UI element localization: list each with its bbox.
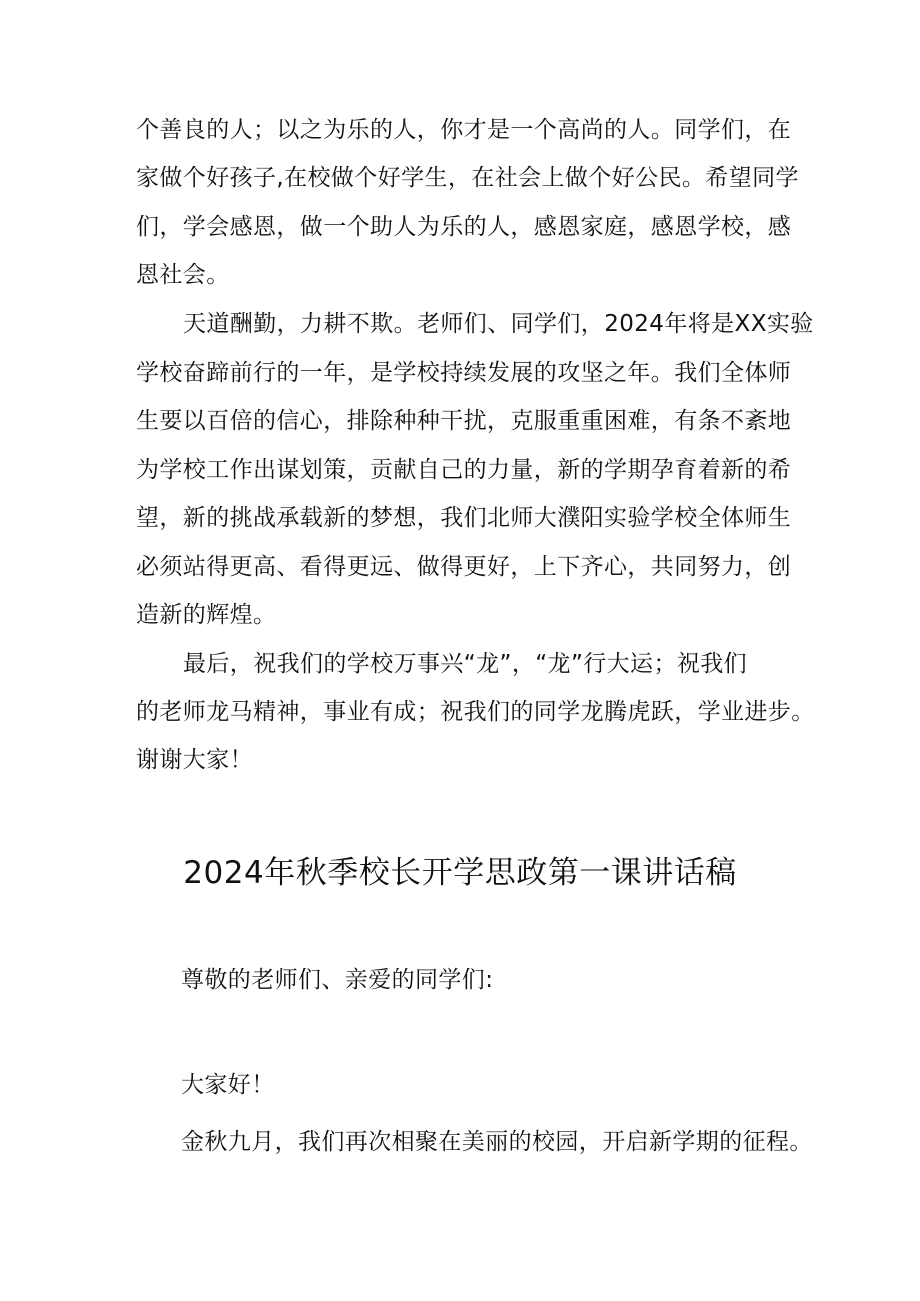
paragraph-3-line-3: 谢谢大家！ [136, 747, 253, 773]
paragraph-1-line-2: 家做个好孩子,在校做个好学生，在社会上做个好公民。希望同学 [136, 165, 799, 191]
opening-line: 金秋九月，我们再次相聚在美丽的校园，开启新学期的征程。 [181, 1129, 813, 1155]
paragraph-3-line-2: 的老师龙马精神，事业有成；祝我们的同学龙腾虎跃，学业进步。 [136, 699, 815, 725]
paragraph-2-line-2: 学校奋蹄前行的一年，是学校持续发展的攻坚之年。我们全体师 [136, 360, 792, 386]
paragraph-2-line-1: 天道酬勤，力耕不欺。老师们、同学们，2024年将是XX实验 [183, 311, 814, 337]
paragraph-2-line-3: 生要以百倍的信心，排除种种干扰，克服重重困难，有条不紊地 [136, 408, 792, 434]
salutation: 尊敬的老师们、亲爱的同学们: [181, 967, 494, 993]
paragraph-2-line-4: 为学校工作出谋划策，贡献自己的力量，新的学期孕育着新的希 [136, 457, 792, 483]
page-title: 2024年秋季校长开学思政第一课讲话稿 [183, 855, 737, 891]
paragraph-2-line-5: 望，新的挑战承载新的梦想，我们北师大濮阳实验学校全体师生 [136, 505, 792, 531]
paragraph-1-line-3: 们，学会感恩，做一个助人为乐的人，感恩家庭，感恩学校，感 [136, 214, 792, 240]
paragraph-2-line-6: 必须站得更高、看得更远、做得更好，上下齐心，共同努力，创 [136, 554, 792, 580]
paragraph-2-line-7: 造新的辉煌。 [136, 602, 277, 628]
paragraph-3-line-1: 最后，祝我们的学校万事兴“龙”，“龙”行大运；祝我们 [183, 651, 748, 677]
paragraph-1-line-4: 恩社会。 [136, 262, 230, 288]
greeting: 大家好！ [181, 1072, 275, 1098]
paragraph-1-line-1: 个善良的人；以之为乐的人，你才是一个高尚的人。同学们，在 [136, 117, 792, 143]
